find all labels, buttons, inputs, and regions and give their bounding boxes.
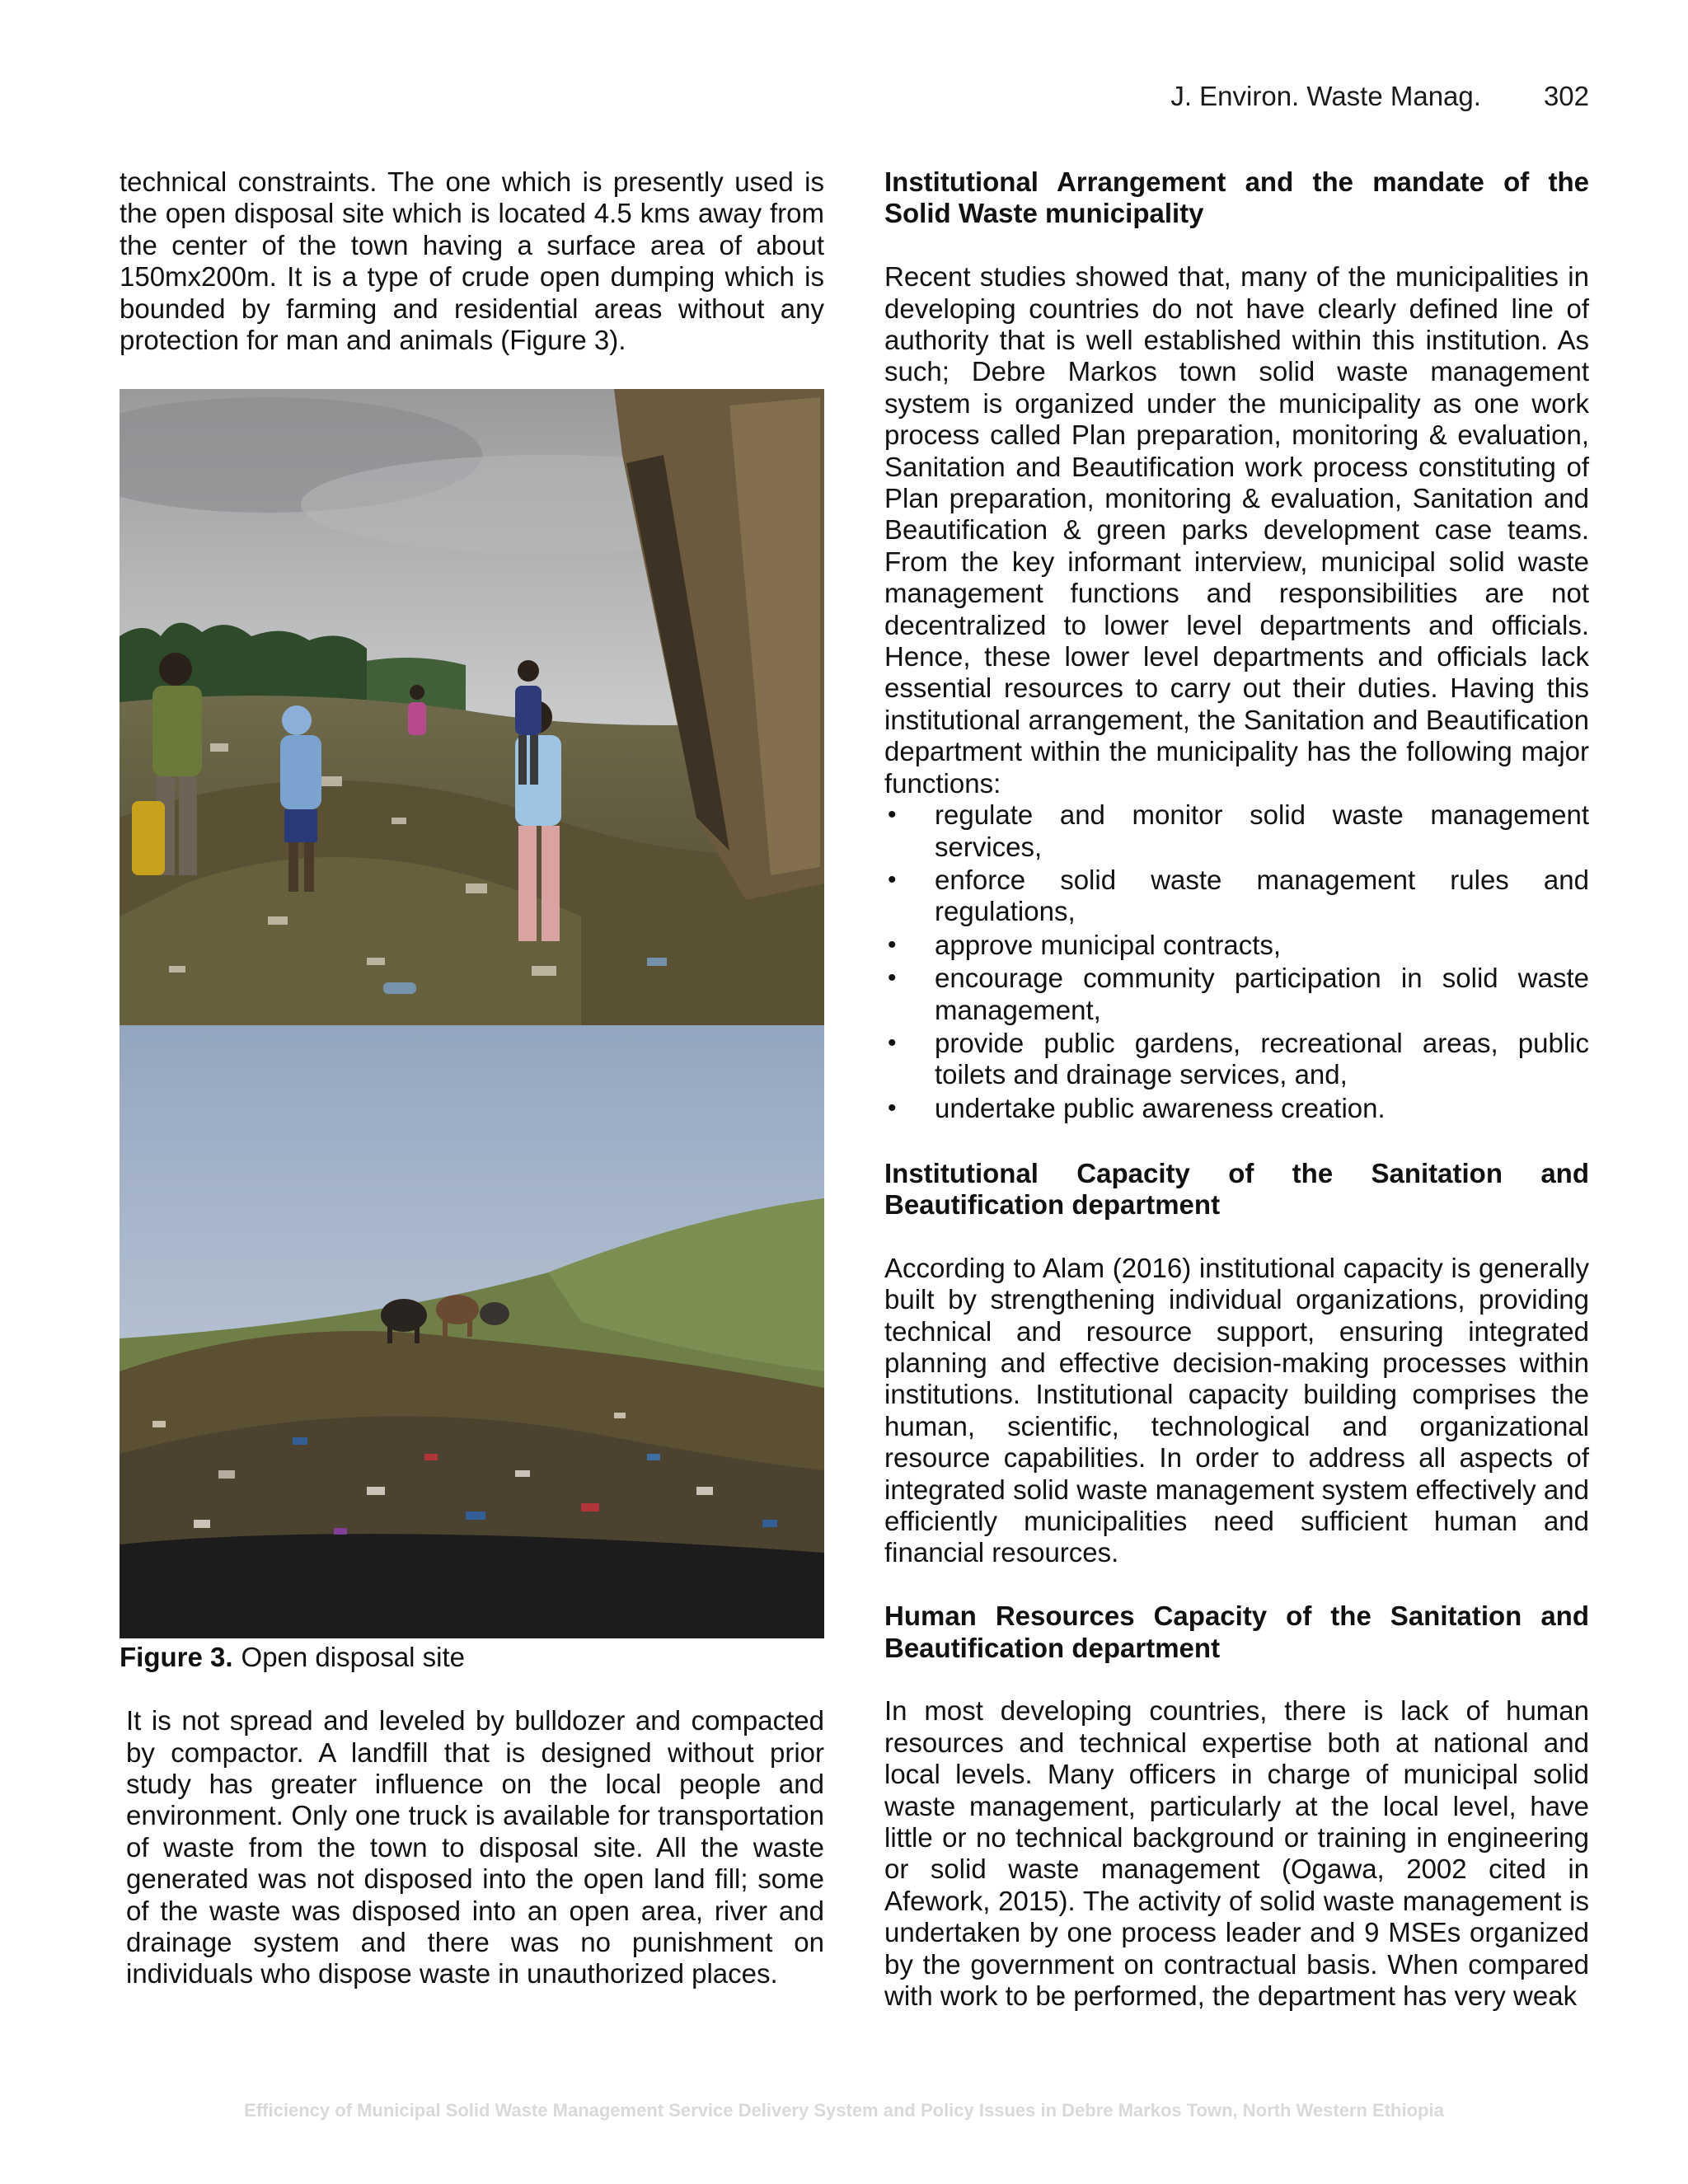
bullet-icon: • [888,801,897,829]
figure-label: Figure 3. [120,1642,233,1673]
right-column [884,166,1589,2012]
right-paragraph-1: Recent studies showed that, many of the municipalities in developing countries do not have clearly defined line of authority that is well established within this institution. As such; Debre Markos town solid waste management system is organized under the municipality as one work process called Plan preparation, monitoring & evaluation, Sanitation and Beautification work process constituting of Plan preparation, monitoring & evaluation, Sanitation and Beautification & green parks development case teams. From the key informant interview, municipal solid waste management functions and responsibilities are not decentralized to lower level departments and officials. Hence, these lower level departments and officials lack essential resources to carry out their duties. Having this institutional arrangement, the Sanitation and Beautification department within the municipality has the following major functions: [884,261,1589,799]
bullet-icon: • [888,1094,897,1122]
photo-dump-site-workers-illustration [120,389,824,1025]
section-heading-institutional-capacity: Institutional Capacity of the Sanitation and Beautification department [884,1157,1589,1220]
left-paragraph-1: technical constraints. The one which is presently used is the open disposal site which is located 4.5 kms away from the center of the town having a surface area of about 150mx200m. It is a type of crude open dumping which is bounded by farming and residential areas without any protection for man and animals (Figure 3). [120,166,824,356]
right-paragraph-3: In most developing countries, there is lack of human resources and technical expertise both at national and local levels. Many officers in charge of municipal solid waste management, particularly at the local level, have little or no technical background or training in engineering or solid waste management (Ogawa, 2002 cited in Afework, 2015). The activity of solid waste management is undertaken by one process leader and 9 MSEs organized by the government on contractual basis. When compared with work to be performed, the department has very weak [884,1695,1589,2012]
bullet-icon: • [888,964,897,992]
list-item: • undertake public awareness creation. [888,1092,1386,1123]
bullet-icon: • [888,1029,897,1057]
page-footer: Efficiency of Municipal Solid Waste Management Service Delivery System and Policy Issues in Debre Markos Town, North Western Ethiopia [244,2100,1444,2121]
photo-open-dump-cattle-illustration [120,1025,824,1638]
left-column [120,166,824,1990]
bullet-icon: • [888,930,897,958]
figure-3 [120,389,824,1673]
section-heading-institutional-arrangement: Institutional Arrangement and the mandate of the Solid Waste municipality [884,166,1589,229]
left-paragraph-2: It is not spread and leveled by bulldozer and compacted by compactor. A landfill that is designed without prior study has greater influence on the local people and environment. Only one truck is available for transportation of waste from the town to disposal site. All the waste generated was not disposed into the open land fill; some of the waste was disposed into an open area, river and drainage system and there was no punishment on individuals who dispose waste in unauthorized places. [126,1705,824,1990]
page-number: 302 [1543,81,1589,111]
list-item: • regulate and monitor solid waste management services, [888,799,1589,862]
list-item: • enforce solid waste management rules and regulations, [888,864,1589,927]
cattle-figure [480,1302,509,1325]
list-item: • encourage community participation in solid waste management, [888,963,1589,1025]
right-paragraph-2: According to Alam (2016) institutional capacity is generally built by strengthening individual organizations, providing technical and resource support, ensuring integrated planning and effective decision-making processes within institutions. Institutional capacity building comprises the human, scientific, technological and organizational resource capabilities. In order to address all aspects of integrated solid waste management system effectively and efficiently municipalities need sufficient human and financial resources. [884,1252,1589,1568]
list-item: • provide public gardens, recreational areas, public toilets and drainage services, and, [888,1027,1589,1090]
photo-open-dump-cattle [120,1025,824,1638]
figure-caption [120,1642,824,1673]
functions-list [884,799,1589,1124]
photo-dump-site-workers [120,389,824,1025]
section-heading-human-resources: Human Resources Capacity of the Sanitation and Beautification department [884,1601,1589,1663]
bullet-icon: • [888,865,897,893]
journal-title: J. Environ. Waste Manag. [1170,81,1481,111]
running-header [1170,81,1589,112]
figure-caption-text: Open disposal site [241,1642,466,1673]
list-item: • approve municipal contracts, [888,929,1282,960]
person-figure [408,685,426,735]
